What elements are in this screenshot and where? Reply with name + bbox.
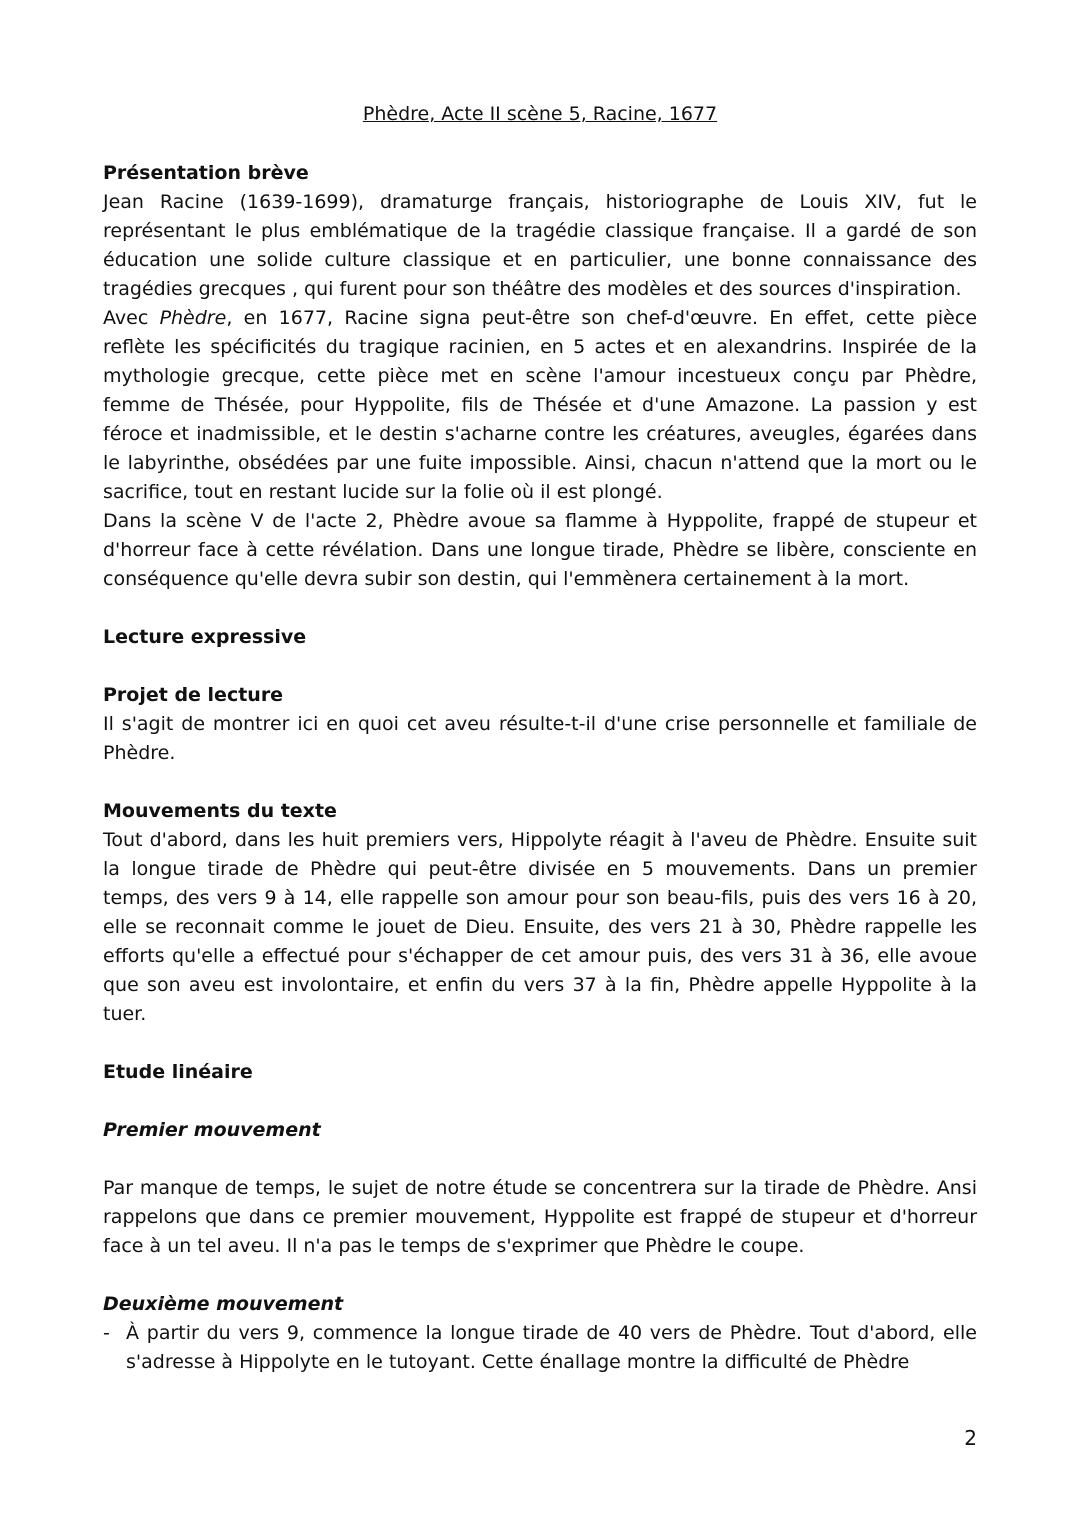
p2-after: , en 1677, Racine signa peut-être son chef-d'œuvre. En effet, cette pièce reflète les spécificités du tragique racinien, en 5 actes et en alexandrins. Inspirée de la mythologie grecque, cette pièce met en scène l'amour incestueux conçu par Phèdre, femme de Thésée, pour Hyppolite, fils de Thésée et d'une Amazone. La passion y est féroce et inadmissible, et le destin s'acharne contre les créatures, aveugles, égarées dans le labyrinthe, obsédées par une fuite impossible. Ainsi, chacun n'attend que la mort ou le sacrifice, tout en restant lucide sur la folie où il est plongé. [103, 307, 978, 503]
heading-presentation: Présentation brève [103, 162, 309, 184]
presentation-paragraph-1: Jean Racine (1639-1699), dramaturge français, historiographe de Louis XIV, fut le représentant le plus emblématique de la tragédie classique française. Il a gardé de son éducation une solide culture classique et en particulier, une bonne connaissance des tragédies grecques , qui furent pour son théâtre des modèles et des sources d'inspiration. [103, 191, 977, 300]
projet-paragraph: Il s'agit de montrer ici en quoi cet aveu résulte-t-il d'une crise personnelle et familiale de Phèdre. [103, 713, 977, 764]
spacer [103, 594, 977, 623]
heading-deuxieme-mouvement: Deuxième mouvement [103, 1293, 344, 1315]
bullet-item [103, 1319, 977, 1377]
bullet-text: À partir du vers 9, commence la longue tirade de 40 vers de Phèdre. Tout d'abord, elle s'adresse à Hippolyte en le tutoyant. Cette énallage montre la difficulté de Phèdre [126, 1322, 977, 1373]
spacer [103, 1261, 977, 1290]
page-number: 2 [964, 1426, 977, 1450]
document-title: Phèdre, Acte II scène 5, Racine, 1677 [362, 103, 718, 125]
heading-etude-lineaire: Etude linéaire [103, 1061, 253, 1083]
p2-before: Avec [103, 307, 160, 329]
heading-lecture-expressive: Lecture expressive [103, 626, 307, 648]
bullet-dash: - [103, 1322, 110, 1344]
spacer [103, 1145, 977, 1174]
work-title-phedre: Phèdre [159, 307, 227, 329]
heading-projet-de-lecture: Projet de lecture [103, 684, 284, 706]
spacer [103, 652, 977, 681]
spacer [103, 1029, 977, 1058]
heading-premier-mouvement: Premier mouvement [103, 1119, 321, 1141]
heading-mouvements-du-texte: Mouvements du texte [103, 800, 337, 822]
page-content [103, 100, 977, 1377]
spacer [103, 768, 977, 797]
premier-paragraph: Par manque de temps, le sujet de notre étude se concentrera sur la tirade de Phèdre. Ansi rappelons que dans ce premier mouvement, Hyppolite est frappé de stupeur et d'horreur face à un tel aveu. Il n'a pas le temps de s'exprimer que Phèdre le coupe. [103, 1177, 977, 1257]
spacer [103, 1087, 977, 1116]
presentation-paragraph-2 [103, 304, 977, 507]
presentation-paragraph-3: Dans la scène V de l'acte 2, Phèdre avoue sa flamme à Hyppolite, frappé de stupeur et d'horreur face à cette révélation. Dans une longue tirade, Phèdre se libère, consciente en conséquence qu'elle devra subir son destin, qui l'emmènera certainement à la mort. [103, 510, 977, 590]
mouvements-paragraph: Tout d'abord, dans les huit premiers vers, Hippolyte réagit à l'aveu de Phèdre. Ensuite suit la longue tirade de Phèdre qui peut-être divisée en 5 mouvements. Dans un premier temps, des vers 9 à 14, elle rappelle son amour pour son beau-fils, puis des vers 16 à 20, elle se reconnait comme le jouet de Dieu. Ensuite, des vers 21 à 30, Phèdre rappelle les efforts qu'elle a effectué pour s'échapper de cet amour puis, des vers 31 à 36, elle avoue que son aveu est involontaire, et enfin du vers 37 à la fin, Phèdre appelle Hyppolite à la tuer. [103, 829, 977, 1025]
